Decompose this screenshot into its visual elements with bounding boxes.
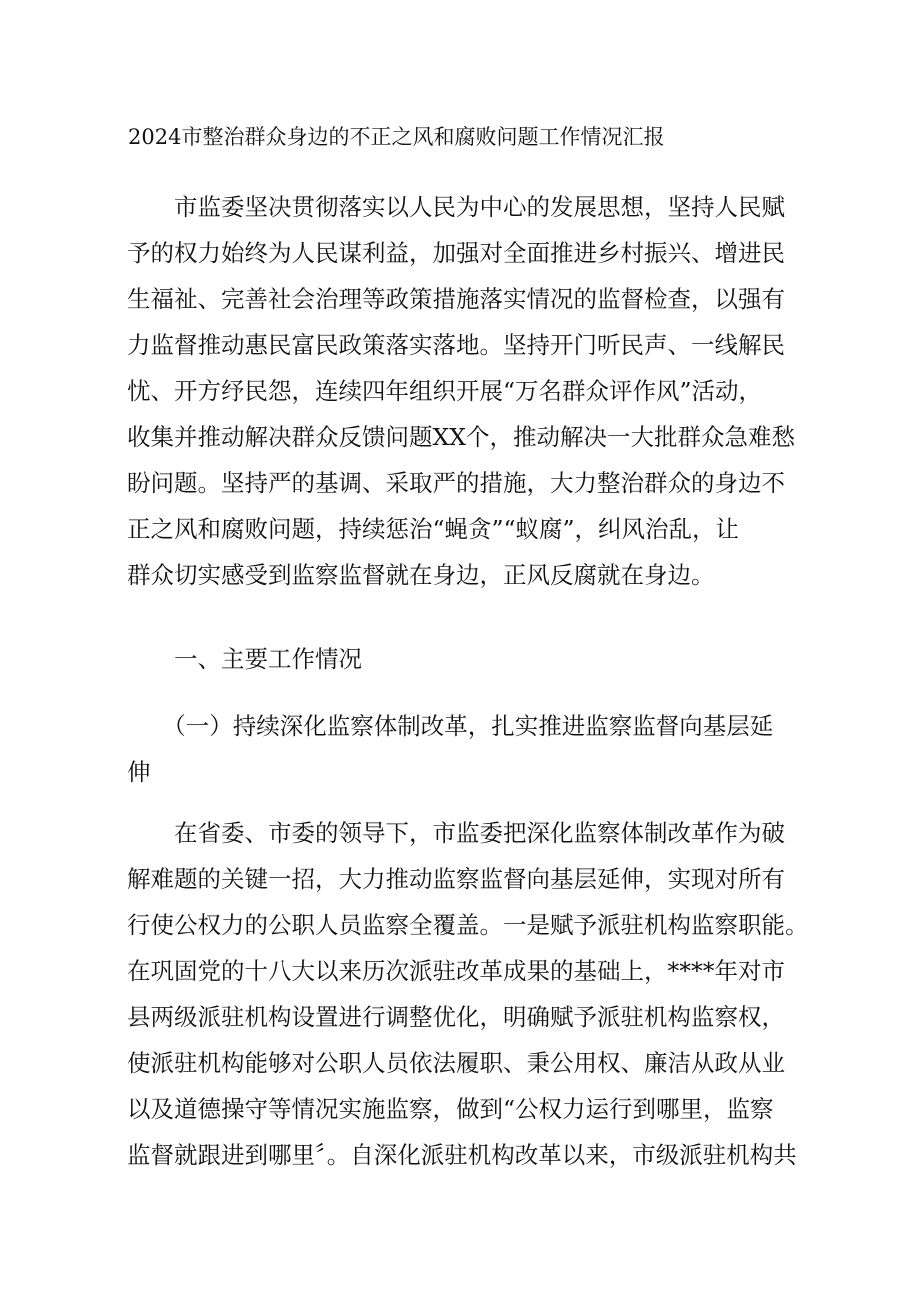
section-heading-text: 一、主要工作情况 bbox=[127, 645, 362, 673]
body-line: 使派驻机构能够对公职人员依法履职、秉公用权、廉洁从政从业 bbox=[127, 1049, 785, 1077]
intro-paragraph bbox=[127, 184, 807, 598]
body-line: 监督就跟进到哪里〞。自深化派驻机构改革以来，市级派驻机构共 bbox=[127, 1141, 797, 1169]
intro-line: 群众切实感受到监察监督就在身边，正风反腐就在身边。 bbox=[127, 561, 715, 589]
intro-line: 盼问题。坚持严的基调、采取严的措施，大力整治群众的身边不 bbox=[127, 469, 785, 497]
intro-line: 生福祉、完善社会治理等政策措施落实情况的监督检查，以强有 bbox=[127, 285, 785, 313]
body-line: 解难题的关键一招，大力推动监察监督向基层延伸，实现对所有 bbox=[127, 865, 785, 893]
section-heading bbox=[127, 636, 807, 682]
intro-line: 忧、开方纾民怨，连续四年组织开展“万名群众评作风”活动， bbox=[127, 377, 763, 405]
body-line: 以及道德操守等情况实施监察，做到“公权力运行到哪里，监察 bbox=[127, 1095, 774, 1123]
body-line: 在巩固党的十八大以来历次派驻改革成果的基础上，****年对市 bbox=[127, 957, 785, 985]
body-paragraph bbox=[127, 810, 807, 1178]
intro-line: 收集并推动解决群众反馈问题XX个，推动解决一大批群众急难愁 bbox=[127, 423, 795, 451]
subsection-heading bbox=[127, 703, 807, 795]
subsection-heading-line: （一）持续深化监察体制改革，扎实推进监察监督向基层延 bbox=[127, 712, 774, 740]
intro-line: 予的权力始终为人民谋利益，加强对全面推进乡村振兴、增进民 bbox=[127, 239, 785, 267]
body-line: 县两级派驻机构设置进行调整优化，明确赋予派驻机构监察权， bbox=[127, 1003, 785, 1031]
body-line: 行使公权力的公职人员监察全覆盖。一是赋予派驻机构监察职能。 bbox=[127, 911, 809, 939]
intro-line: 正之风和腐败问题，持续惩治“蝇贪”“蚁腐”，纠风治乱，让 bbox=[127, 515, 740, 543]
intro-line: 市监委坚决贯彻落实以人民为中心的发展思想，坚持人民赋 bbox=[127, 193, 785, 221]
document-title: 2024市整治群众身边的不正之风和腐败问题工作情况汇报 bbox=[128, 125, 665, 149]
subsection-heading-line: 伸 bbox=[127, 758, 151, 786]
body-line: 在省委、市委的领导下，市监委把深化监察体制改革作为破 bbox=[127, 819, 785, 847]
intro-line: 力监督推动惠民富民政策落实落地。坚持开门听民声、一线解民 bbox=[127, 331, 785, 359]
